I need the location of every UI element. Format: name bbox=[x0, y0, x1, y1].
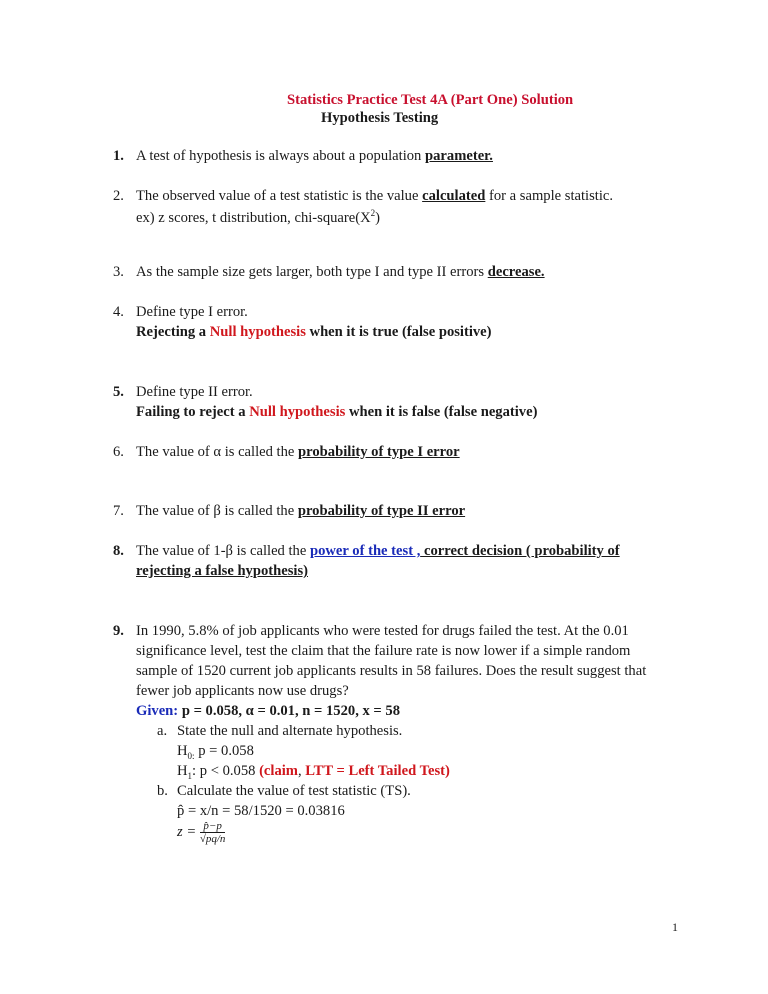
question-line: In 1990, 5.8% of job applicants who were tested for drugs failed the test. At the 0.01 bbox=[136, 623, 629, 639]
answer-highlight: Null hypothesis bbox=[249, 404, 346, 420]
question-line: sample of 1520 current job applicants results in 58 failures. Does the result suggest that bbox=[136, 663, 647, 679]
z-denominator: √pq/n bbox=[199, 833, 226, 846]
part-a-label: a. bbox=[157, 723, 168, 739]
question-prompt: Define type I error. bbox=[136, 304, 248, 320]
h1-value: : p < 0.058 bbox=[192, 763, 260, 779]
question-number: 7. bbox=[113, 503, 124, 519]
answer bbox=[136, 404, 537, 421]
question-prompt: Define type II error. bbox=[136, 384, 253, 400]
z-label: z = bbox=[177, 824, 200, 841]
h-symbol: H bbox=[177, 743, 188, 759]
z-formula bbox=[177, 820, 225, 845]
part-a-text: State the null and alternate hypothesis. bbox=[177, 723, 403, 739]
question-line: fewer job applicants now use drugs? bbox=[136, 683, 349, 699]
document-title: Statistics Practice Test 4A (Part One) Solution bbox=[287, 92, 574, 108]
answer-highlight: Null hypothesis bbox=[209, 324, 306, 340]
question-line: significance level, test the claim that the failure rate is now lower if a simple random bbox=[136, 643, 631, 659]
claim-note: (claim bbox=[259, 763, 298, 779]
answer-text: Failing to reject a bbox=[136, 404, 250, 420]
part-b-text: Calculate the value of test statistic (TS). bbox=[177, 783, 411, 799]
question-text: The value of α is called the bbox=[136, 444, 299, 460]
answer-text: Rejecting a bbox=[136, 324, 210, 340]
answer-continued: rejecting a false hypothesis) bbox=[136, 563, 308, 579]
answer bbox=[136, 324, 492, 341]
answer: correct decision ( probability of bbox=[420, 543, 620, 559]
question-number: 3. bbox=[113, 264, 124, 280]
answer-text-end: when it is false (false negative) bbox=[345, 404, 538, 420]
null-hypothesis bbox=[177, 743, 254, 761]
question-number: 2. bbox=[113, 188, 124, 204]
h0-value: p = 0.058 bbox=[194, 743, 254, 759]
p-hat-formula: p̂ = x/n = 58/1520 = 0.03816 bbox=[177, 803, 345, 819]
answer: probability of type I error bbox=[298, 444, 460, 460]
question-number: 8. bbox=[113, 543, 124, 559]
question-number: 6. bbox=[113, 444, 124, 460]
document-subtitle: Hypothesis Testing bbox=[321, 110, 439, 126]
question-number: 5. bbox=[113, 384, 124, 400]
question-number: 9. bbox=[113, 623, 124, 639]
question-text: The value of β is called the bbox=[136, 503, 298, 519]
h-subscript: 0: bbox=[187, 750, 195, 761]
answer-power-link[interactable]: power of the test , bbox=[309, 543, 421, 559]
answer-text-end: when it is true (false positive) bbox=[305, 324, 492, 340]
question-text-end: for a sample statistic. bbox=[485, 188, 614, 204]
answer: probability of type II error bbox=[297, 503, 466, 519]
given-label: Given: bbox=[136, 703, 179, 719]
question-number: 1. bbox=[113, 148, 124, 164]
answer: parameter. bbox=[425, 148, 493, 164]
question-text: As the sample size gets larger, both type I and type II errors bbox=[136, 264, 488, 280]
h-symbol: H bbox=[177, 763, 188, 779]
ltt-note: LTT = Left Tailed Test) bbox=[305, 763, 450, 779]
comma: , bbox=[297, 763, 306, 779]
question-text: A test of hypothesis is always about a population bbox=[136, 148, 426, 164]
h-subscript: 1 bbox=[187, 770, 193, 781]
given-text: p = 0.058, α = 0.01, n = 1520, x = 58 bbox=[178, 703, 400, 719]
answer: decrease. bbox=[487, 264, 545, 280]
answer: calculated bbox=[422, 188, 486, 204]
alternate-hypothesis bbox=[177, 763, 450, 781]
z-fraction bbox=[200, 820, 226, 845]
question-text: The value of 1-β is called the bbox=[136, 543, 310, 559]
superscript: 2 bbox=[370, 208, 376, 218]
question-number: 4. bbox=[113, 304, 124, 320]
z-numerator: p̂−p bbox=[200, 820, 226, 833]
question-text: The observed value of a test statistic is the value bbox=[136, 188, 423, 204]
given-values bbox=[136, 703, 400, 720]
example-end: ) bbox=[375, 209, 381, 226]
page-number: 1 bbox=[672, 920, 678, 934]
example-text: ex) z scores, t distribution, chi-square(X bbox=[136, 209, 371, 226]
part-b-label: b. bbox=[157, 783, 168, 799]
